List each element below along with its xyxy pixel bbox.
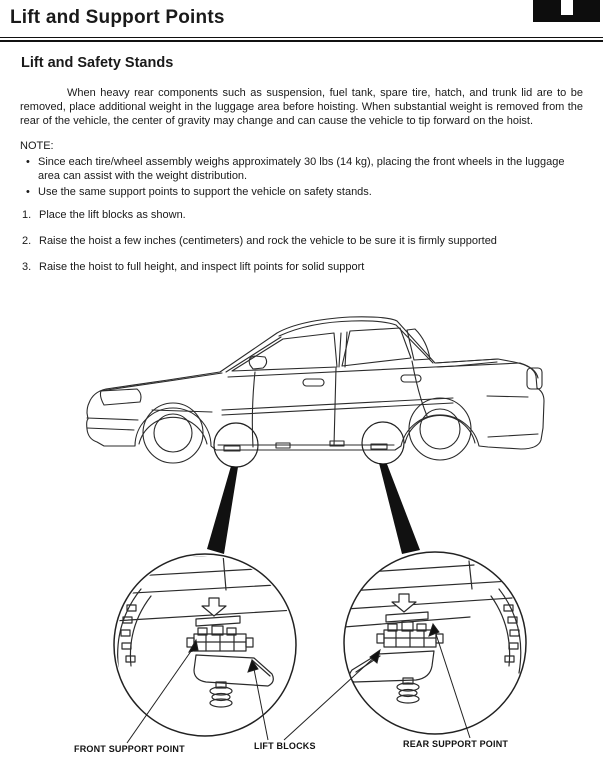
detail-locators xyxy=(207,422,420,554)
title-rule xyxy=(0,37,603,42)
rear-point-locator-circle xyxy=(362,422,404,464)
step-number: 3. xyxy=(22,261,32,273)
step-text: Place the lift blocks as shown. xyxy=(39,209,186,221)
chapter-tab-icon xyxy=(533,0,600,22)
front-callout-connector xyxy=(207,466,238,554)
rear-callout-circle xyxy=(344,552,526,734)
step-item xyxy=(22,209,583,222)
front-callout-circle xyxy=(114,554,296,736)
section-title: Lift and Safety Stands xyxy=(21,55,174,71)
car-illustration xyxy=(87,317,544,463)
page-title: Lift and Support Points xyxy=(10,7,225,28)
note-item xyxy=(20,155,585,183)
step-item xyxy=(22,261,583,274)
step-number: 2. xyxy=(22,235,32,247)
rear-callout-connector xyxy=(379,463,420,554)
step-text: Raise the hoist to full height, and inspect lift points for solid support xyxy=(39,261,365,273)
note-item xyxy=(20,185,585,199)
step-list xyxy=(22,209,583,274)
page-header xyxy=(0,0,603,31)
lift-points-diagram xyxy=(0,290,603,774)
front-support-point-label: FRONT SUPPORT POINT xyxy=(74,744,185,754)
bullet-icon: • xyxy=(26,156,30,168)
note-text: Since each tire/wheel assembly weighs approximately 30 lbs (14 kg), placing the front wheels in the luggage area can assist with the weight distribution. xyxy=(38,156,565,182)
note-list xyxy=(20,155,585,199)
step-number: 1. xyxy=(22,209,32,221)
lift-blocks-label: LIFT BLOCKS xyxy=(254,741,316,751)
lift-points-illustration xyxy=(0,290,603,774)
rear-support-point-label: REAR SUPPORT POINT xyxy=(403,739,509,749)
note-text: Use the same support points to support the vehicle on safety stands. xyxy=(38,186,372,198)
intro-paragraph: When heavy rear components such as suspension, fuel tank, spare tire, hatch, and trunk lid are to be removed, place additional weight in the luggage area before hoisting. When substantial weight is removed from the rear of the vehicle, the center of gravity may change and can cause the vehicle to tip forward on the hoist. xyxy=(20,87,583,127)
note-label: NOTE: xyxy=(20,140,54,152)
bullet-icon: • xyxy=(26,186,30,198)
step-text: Raise the hoist a few inches (centimeters) and rock the vehicle to be sure it is firmly supported xyxy=(39,235,497,247)
step-item xyxy=(22,235,583,248)
chapter-tab-notch xyxy=(561,0,573,15)
